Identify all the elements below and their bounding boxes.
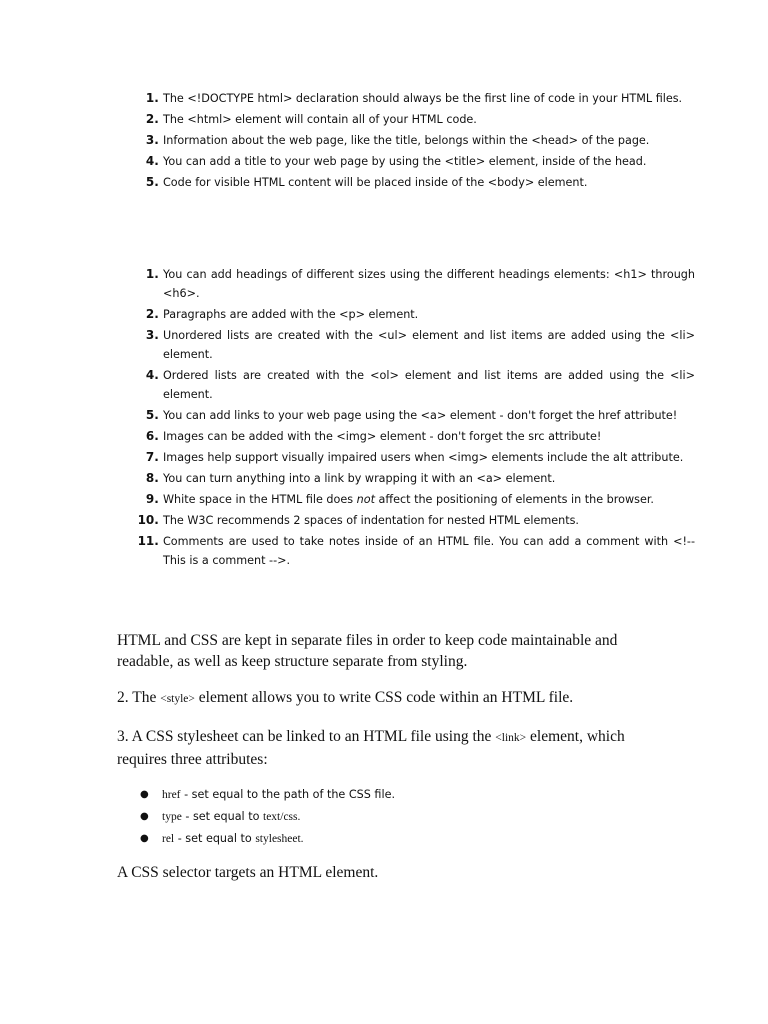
list-item <box>163 173 695 192</box>
list-item-text: The <html> element will contain all of your HTML code. <box>163 113 477 126</box>
attribute-value: text/css. <box>263 811 301 823</box>
list-item <box>163 89 695 108</box>
paragraph-text: 3. A CSS stylesheet can be linked to an HTML file using the <box>117 728 496 745</box>
list-item-text: Images can be added with the <img> element - don't forget the src attribute! <box>163 430 602 443</box>
list-item-text: Information about the web page, like the title, belongs within the <head> of the page. <box>163 134 650 147</box>
list-item <box>163 406 695 425</box>
list-item-text: Images help support visually impaired users when <img> elements include the alt attribute. <box>163 451 684 464</box>
paragraph-text: element allows you to write CSS code within an HTML file. <box>194 689 574 706</box>
list-item <box>140 806 395 828</box>
list-item-text: You can add links to your web page using the <a> element - don't forget the href attribute! <box>163 409 678 422</box>
paragraph-text: 2. The <box>117 689 161 706</box>
link-attributes-list <box>140 784 395 850</box>
list-item <box>163 326 695 364</box>
list-item-text: Comments are used to take notes inside of an HTML file. You can add a comment with <!-- This is a comment -->. <box>163 535 695 567</box>
emphasis-text: not <box>356 493 375 506</box>
link-element-paragraph <box>117 726 647 770</box>
list-item-text: The W3C recommends 2 spaces of indentation for nested HTML elements. <box>163 514 579 527</box>
list-item <box>163 110 695 129</box>
attribute-name: href <box>162 789 181 801</box>
list-item-text: Unordered lists are created with the <ul> element and list items are added using the <li> element. <box>163 329 695 361</box>
list-item <box>163 532 695 570</box>
list-item-text: - set equal to <box>181 810 263 823</box>
list-item-text: Ordered lists are created with the <ol> element and list items are added using the <li> element. <box>163 369 695 401</box>
list-item <box>163 490 695 509</box>
list-item <box>163 511 695 530</box>
list-item <box>140 828 395 850</box>
code-text: <link> <box>495 732 527 744</box>
paragraph-text: element, which requires three attributes: <box>117 728 625 768</box>
list-item-text: The <!DOCTYPE html> declaration should always be the first line of code in your HTML files. <box>163 92 683 105</box>
list-item-text: affect the positioning of elements in the browser. <box>374 493 654 506</box>
css-intro-paragraph: HTML and CSS are kept in separate files in order to keep code maintainable and readable, as well as keep structure separate from styling. <box>117 632 618 670</box>
attribute-name: type <box>162 811 182 823</box>
list-item-text: - set equal to <box>174 832 256 845</box>
list-item <box>163 152 695 171</box>
bullet-icon: ● <box>140 811 149 822</box>
html-basics-list <box>120 89 695 194</box>
list-item <box>140 784 395 806</box>
attribute-value: stylesheet. <box>255 833 304 845</box>
list-item-text: Paragraphs are added with the <p> element. <box>163 308 419 321</box>
list-item <box>163 305 695 324</box>
list-item <box>163 469 695 488</box>
style-element-paragraph <box>117 687 647 710</box>
list-item-text: You can turn anything into a link by wrapping it with an <a> element. <box>163 472 556 485</box>
list-item-text: Code for visible HTML content will be placed inside of the <body> element. <box>163 176 588 189</box>
attribute-name: rel <box>162 833 175 845</box>
list-item <box>163 265 695 303</box>
list-item <box>163 448 695 467</box>
bullet-icon: ● <box>140 789 149 800</box>
css-selector-paragraph: A CSS selector targets an HTML element. <box>117 864 379 881</box>
list-item-text: You can add headings of different sizes using the different headings elements: <h1> through <h6>. <box>163 268 695 300</box>
bullet-icon: ● <box>140 833 149 844</box>
list-item <box>163 131 695 150</box>
list-item-text: You can add a title to your web page by using the <title> element, inside of the head. <box>163 155 647 168</box>
list-item-text: - set equal to the path of the CSS file. <box>180 788 396 801</box>
list-item <box>163 366 695 404</box>
html-elements-list <box>120 265 695 572</box>
code-text: <style> <box>160 693 195 705</box>
list-item <box>163 427 695 446</box>
list-item-text: White space in the HTML file does <box>163 493 357 506</box>
